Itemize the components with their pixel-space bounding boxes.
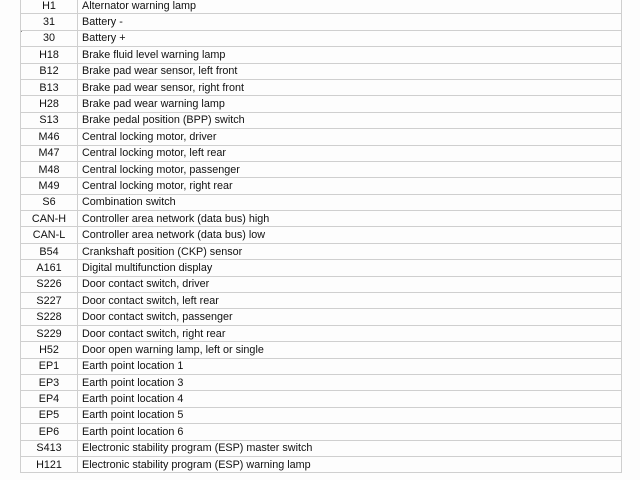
component-code: H28	[21, 96, 78, 112]
component-code: EP3	[21, 374, 78, 390]
component-code: EP4	[21, 391, 78, 407]
legend-row	[21, 342, 622, 358]
component-description: Central locking motor, passenger	[78, 161, 622, 177]
legend-row	[21, 325, 622, 341]
component-code: M49	[21, 178, 78, 194]
component-code: S226	[21, 276, 78, 292]
component-description: Controller area network (data bus) low	[78, 227, 622, 243]
legend-row	[21, 30, 622, 46]
legend-row	[21, 145, 622, 161]
legend-row	[21, 129, 622, 145]
component-code: CAN-L	[21, 227, 78, 243]
component-description: Electronic stability program (ESP) warning lamp	[78, 456, 622, 472]
component-code: S13	[21, 112, 78, 128]
component-description: Brake fluid level warning lamp	[78, 47, 622, 63]
component-description: Brake pad wear warning lamp	[78, 96, 622, 112]
component-description: Central locking motor, left rear	[78, 145, 622, 161]
component-code: H52	[21, 342, 78, 358]
component-description: Crankshaft position (CKP) sensor	[78, 243, 622, 259]
component-code: M46	[21, 129, 78, 145]
component-description: Brake pad wear sensor, left front	[78, 63, 622, 79]
legend-row	[21, 63, 622, 79]
component-code: S229	[21, 325, 78, 341]
component-code: EP5	[21, 407, 78, 423]
component-code: 31	[21, 14, 78, 30]
legend-row	[21, 79, 622, 95]
component-description: Door contact switch, left rear	[78, 293, 622, 309]
legend-row	[21, 47, 622, 63]
legend-row	[21, 424, 622, 440]
component-legend-table	[20, 0, 622, 473]
component-code: EP1	[21, 358, 78, 374]
component-description: Controller area network (data bus) high	[78, 211, 622, 227]
component-code: M47	[21, 145, 78, 161]
legend-row	[21, 227, 622, 243]
component-description: Door open warning lamp, left or single	[78, 342, 622, 358]
legend-row	[21, 358, 622, 374]
component-code: CAN-H	[21, 211, 78, 227]
component-description: Earth point location 5	[78, 407, 622, 423]
component-description: Alternator warning lamp	[78, 0, 622, 14]
component-code: B13	[21, 79, 78, 95]
legend-row	[21, 374, 622, 390]
legend-row	[21, 407, 622, 423]
component-description: Door contact switch, right rear	[78, 325, 622, 341]
legend-row	[21, 14, 622, 30]
component-description: Brake pad wear sensor, right front	[78, 79, 622, 95]
legend-row	[21, 178, 622, 194]
component-description: Earth point location 3	[78, 374, 622, 390]
legend-row	[21, 161, 622, 177]
legend-row	[21, 309, 622, 325]
legend-row	[21, 440, 622, 456]
component-code: A161	[21, 260, 78, 276]
component-code: S413	[21, 440, 78, 456]
component-description: Digital multifunction display	[78, 260, 622, 276]
component-description: Electronic stability program (ESP) master switch	[78, 440, 622, 456]
component-description: Door contact switch, passenger	[78, 309, 622, 325]
component-description: Earth point location 4	[78, 391, 622, 407]
legend-row	[21, 260, 622, 276]
legend-row	[21, 243, 622, 259]
component-code: S228	[21, 309, 78, 325]
legend-row	[21, 96, 622, 112]
component-code: B12	[21, 63, 78, 79]
component-legend-body	[21, 0, 622, 473]
legend-row	[21, 391, 622, 407]
component-code: H18	[21, 47, 78, 63]
legend-row	[21, 211, 622, 227]
component-code: 30	[21, 30, 78, 46]
component-description: Central locking motor, right rear	[78, 178, 622, 194]
legend-row	[21, 112, 622, 128]
component-description: Brake pedal position (BPP) switch	[78, 112, 622, 128]
component-description: Earth point location 6	[78, 424, 622, 440]
component-description: Earth point location 1	[78, 358, 622, 374]
legend-row	[21, 276, 622, 292]
component-code: EP6	[21, 424, 78, 440]
legend-row	[21, 194, 622, 210]
legend-row	[21, 456, 622, 472]
component-code: H1	[21, 0, 78, 14]
legend-row	[21, 0, 622, 14]
component-description: Battery +	[78, 30, 622, 46]
component-description: Combination switch	[78, 194, 622, 210]
legend-row	[21, 293, 622, 309]
component-code: B54	[21, 243, 78, 259]
component-code: M48	[21, 161, 78, 177]
component-code: H121	[21, 456, 78, 472]
component-code: S6	[21, 194, 78, 210]
component-description: Door contact switch, driver	[78, 276, 622, 292]
component-description: Central locking motor, driver	[78, 129, 622, 145]
component-description: Battery -	[78, 14, 622, 30]
component-code: S227	[21, 293, 78, 309]
